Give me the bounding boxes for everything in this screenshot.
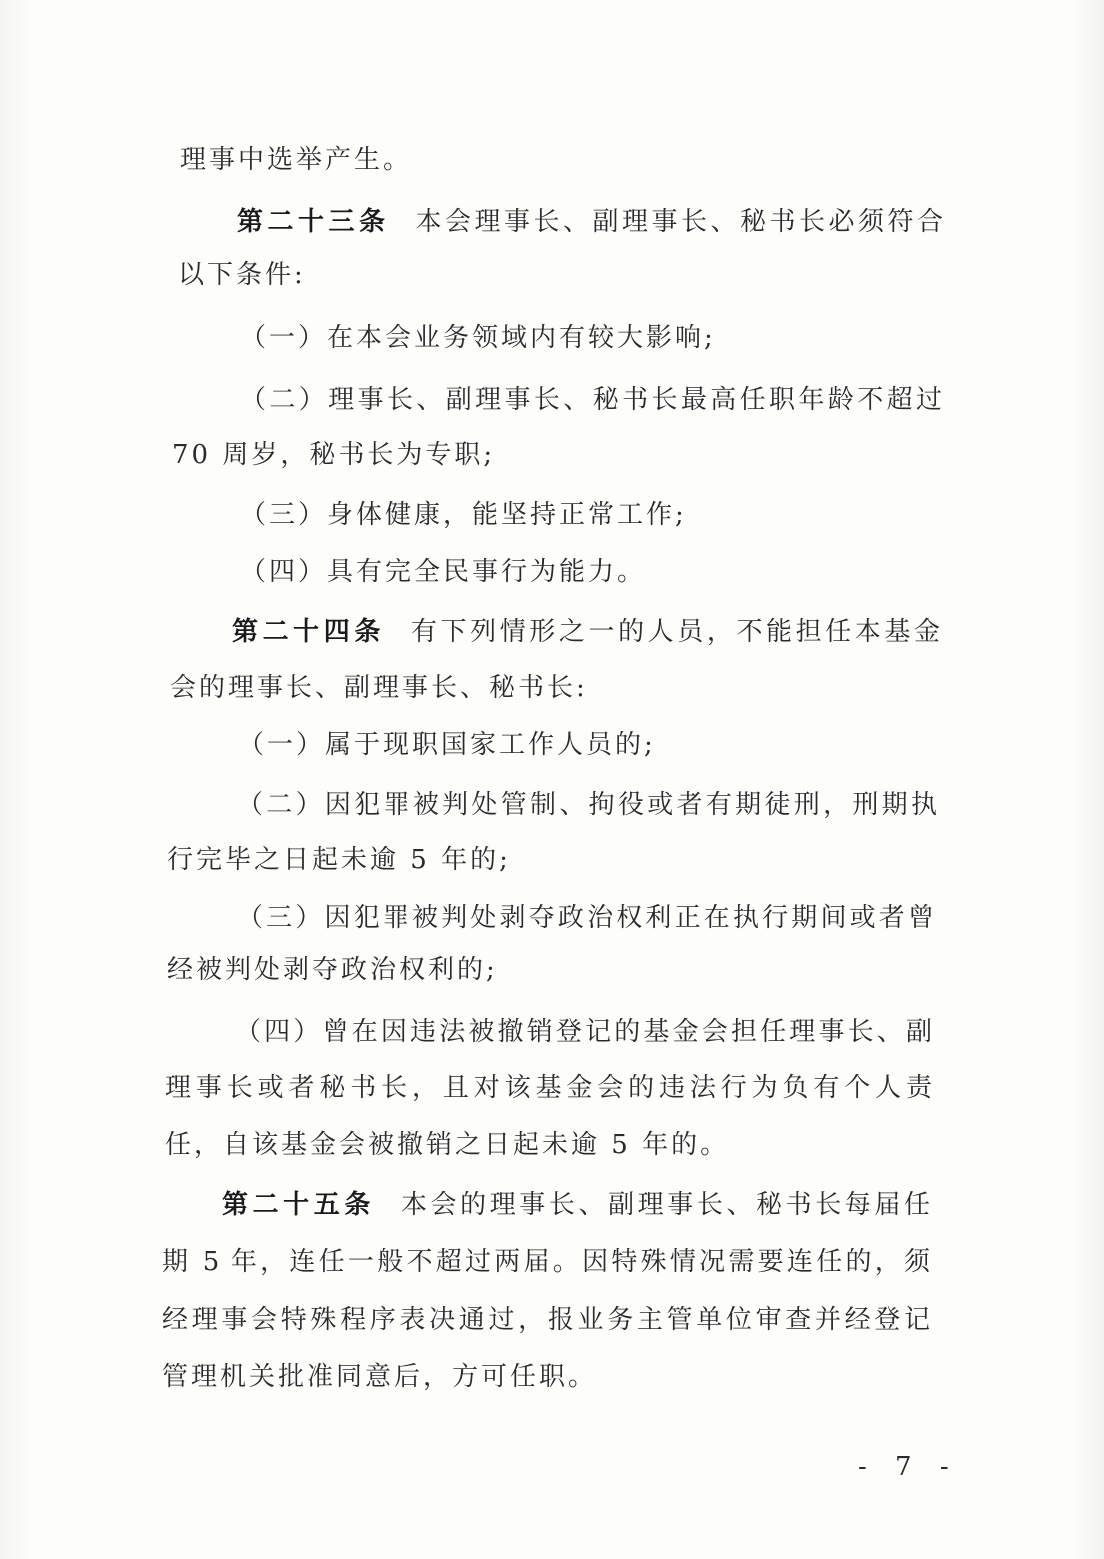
line-text: 以下条件: xyxy=(178,260,306,290)
article-heading-line xyxy=(237,205,943,239)
line-text: （二）因犯罪被判处管制、拘役或者有期徒刑，刑期执 xyxy=(237,790,937,820)
text-line xyxy=(178,258,306,292)
text-line xyxy=(180,143,412,177)
text-line xyxy=(165,1071,932,1105)
article-heading-line xyxy=(232,615,940,649)
text-line xyxy=(165,1128,729,1162)
line-text: 本会理事长、副理事长、秘书长必须符合 xyxy=(415,207,943,237)
line-text: （三）因犯罪被判处剥夺政治权利正在执行期间或者曾 xyxy=(237,903,934,933)
line-text: 经理事会特殊程序表决通过，报业务主管单位审查并经登记 xyxy=(162,1305,930,1335)
line-text: 理事中选举产生。 xyxy=(180,145,413,175)
line-text: 本会的理事长、副理事长、秘书长每届任 xyxy=(400,1190,930,1220)
article-heading-line xyxy=(222,1188,930,1222)
line-text: （三）身体健康，能坚持正常工作; xyxy=(240,500,687,530)
line-text: （二）理事长、副理事长、秘书长最高任职年龄不超过 xyxy=(240,385,942,415)
text-line xyxy=(162,1245,930,1279)
line-text: 行完毕之日起未逾 5 年的; xyxy=(167,845,511,875)
text-line xyxy=(162,1360,597,1394)
line-text: （一）在本会业务领域内有较大影响; xyxy=(240,323,716,353)
article-number: 第二十三条 xyxy=(237,207,390,237)
text-line xyxy=(240,321,716,355)
text-line xyxy=(162,1303,930,1337)
line-text: 理事长或者秘书长，且对该基金会的违法行为负有个人责 xyxy=(165,1073,932,1103)
text-line xyxy=(238,728,656,762)
article-number: 第二十四条 xyxy=(232,617,385,647)
text-line xyxy=(240,498,687,532)
line-text: （四）具有完全民事行为能力。 xyxy=(240,557,647,587)
line-text: （四）曾在因违法被撤销登记的基金会担任理事长、副 xyxy=(235,1017,932,1047)
page-number: - 7 - xyxy=(858,1452,959,1482)
line-text: 管理机关批准同意后，方可任职。 xyxy=(162,1362,598,1392)
line-text: 期 5 年，连任一般不超过两届。因特殊情况需要连任的，须 xyxy=(162,1247,930,1277)
line-text: 任，自该基金会被撤销之日起未逾 5 年的。 xyxy=(165,1130,730,1160)
text-line xyxy=(172,438,495,472)
text-line xyxy=(237,901,934,935)
text-line xyxy=(240,383,942,417)
text-line xyxy=(167,953,498,987)
line-text: 有下列情形之一的人员，不能担任本基金 xyxy=(410,617,940,647)
line-text: 会的理事长、副理事长、秘书长: xyxy=(170,673,588,703)
line-text: 经被判处剥夺政治权利的; xyxy=(167,955,498,985)
text-line xyxy=(170,671,588,705)
line-text: 70 周岁，秘书长为专职; xyxy=(172,440,496,470)
text-line xyxy=(240,555,646,589)
article-number: 第二十五条 xyxy=(222,1190,375,1220)
text-line xyxy=(235,1015,932,1049)
line-text: （一）属于现职国家工作人员的; xyxy=(238,730,656,760)
text-line xyxy=(237,788,937,822)
text-line xyxy=(167,843,511,877)
